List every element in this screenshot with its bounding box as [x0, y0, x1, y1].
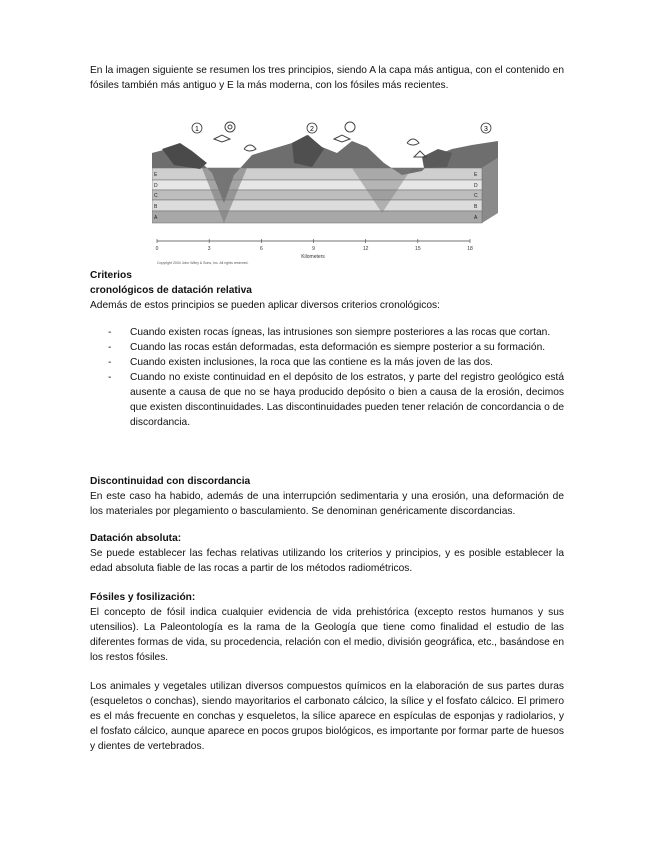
criterios-list [90, 325, 564, 430]
block-diagram [152, 113, 502, 265]
absoluta-text: Se puede establecer las fechas relativas utilizando los criterios y principios, y es posible establecer la edad absoluta fiable de las rocas a partir de los métodos radiométricos. [90, 548, 564, 574]
circle-label-1-text: 1 [195, 126, 199, 133]
ammonite-icon-2 [345, 122, 355, 132]
km-tick-label: 0 [155, 246, 159, 252]
compuestos-section [90, 679, 564, 754]
trilobite-icon-2 [334, 135, 350, 142]
intro-paragraph: En la imagen siguiente se resumen los tres principios, siendo A la capa más antigua, con el contenido en fósiles también más antiguo y E la más moderna, con los fósiles más recientes. [90, 65, 564, 91]
discordancia-text: En este caso ha habido, además de una interrupción sedimentaria y una erosión, una deformación de los materiales por plegamiento o basculamiento. Se denominan genéricamente discordancias. [90, 491, 564, 517]
layer-d [152, 180, 482, 190]
km-tick-label: 15 [415, 246, 421, 252]
list-item: - Cuando las rocas están deformadas, esta deformación es siempre posterior a su formación. [90, 340, 564, 355]
ammonite-core-icon [228, 125, 232, 129]
layer-label-c: C [154, 193, 158, 199]
layer-label-b-right: B [474, 204, 478, 210]
discordancia-title: Discontinuidad con discordancia [90, 476, 251, 487]
eroded-strata-right [422, 149, 452, 168]
discordancia-section [90, 474, 564, 519]
fosiles-text: El concepto de fósil indica cualquier evidencia de vida prehistórica (excepto restos humanos y sus utensilios). La Paleontología es la rama de la Geología que tiene como finalidad el estudio de las diferentes formas de vida, su procedencia, relación con el medio, división geográfica, etc., basándose en los restos fósiles. [90, 607, 564, 663]
layer-e [152, 168, 482, 180]
trilobite-icon [214, 135, 230, 142]
absoluta-section [90, 531, 564, 576]
block-side-face [482, 158, 498, 223]
list-item: - Cuando existen inclusiones, la roca que las contiene es la más joven de las dos. [90, 355, 564, 370]
layer-label-a-right: A [474, 215, 478, 221]
criterios-section [90, 268, 564, 430]
fosiles-section [90, 590, 564, 665]
stratigraphy-figure [152, 113, 502, 265]
layer-label-e-right: E [474, 172, 478, 178]
layer-label-c-right: C [474, 193, 478, 199]
circle-label-2-text: 2 [310, 126, 314, 133]
km-tick-label: 9 [312, 246, 315, 252]
shell-icon-2 [407, 139, 419, 145]
list-item: - Cuando existen rocas ígneas, las intrusiones son siempre posteriores a las rocas que cortan. [90, 325, 564, 340]
circle-label-3-text: 3 [484, 126, 488, 133]
fosiles-title: Fósiles y fosilización: [90, 592, 196, 603]
layer-label-d: D [154, 183, 158, 189]
layer-a [152, 211, 482, 223]
layer-c [152, 190, 482, 200]
ammonite-icon [225, 122, 235, 132]
km-tick-label: 3 [207, 246, 211, 252]
criterios-intro: Además de estos principios se pueden aplicar diversos criterios cronológicos: [90, 300, 440, 311]
km-tick-label: 18 [467, 246, 473, 252]
layer-label-b: B [154, 204, 158, 210]
layer-b [152, 200, 482, 211]
figure-copyright: Copyright 2004 John Wiley & Sons, Inc. All rights reserved. [157, 261, 249, 265]
criterios-title-1: Criterios [90, 270, 132, 281]
absoluta-title: Datación absoluta: [90, 533, 182, 544]
km-tick-label: 12 [362, 246, 369, 252]
compuestos-text: Los animales y vegetales utilizan diversos compuestos químicos en la elaboración de sus partes duras (esqueletos o conchas), siendo mayoritarios el carbonato cálcico, la sílice y el fosfato cálcico. El primero es el más frecuente en conchas y esqueletos, la sílice aparece en espículas de esponjas y radiolarios, y el fosfato cálcico, aunque aparece en pocos grupos biológicos, es importante por formar parte de huesos y dientes de vertebrados. [90, 681, 565, 752]
shell-icon [244, 145, 256, 151]
layer-label-a: A [154, 215, 158, 221]
layer-label-d-right: D [474, 183, 478, 189]
list-item: - Cuando no existe continuidad en el depósito de los estratos, y parte del registro geológico está ausente a causa de que no se haya producido depósito o bien a causa de la erosión, decimos que existen discontinuidades. Las discontinuidades pueden tener relación de concordancia o de discordancia. [90, 370, 564, 430]
km-axis-label: Kilometers [301, 254, 325, 260]
layer-label-e: E [154, 172, 158, 178]
criterios-title-2: cronológicos de datación relativa [90, 285, 252, 296]
km-tick-label: 6 [259, 246, 263, 252]
